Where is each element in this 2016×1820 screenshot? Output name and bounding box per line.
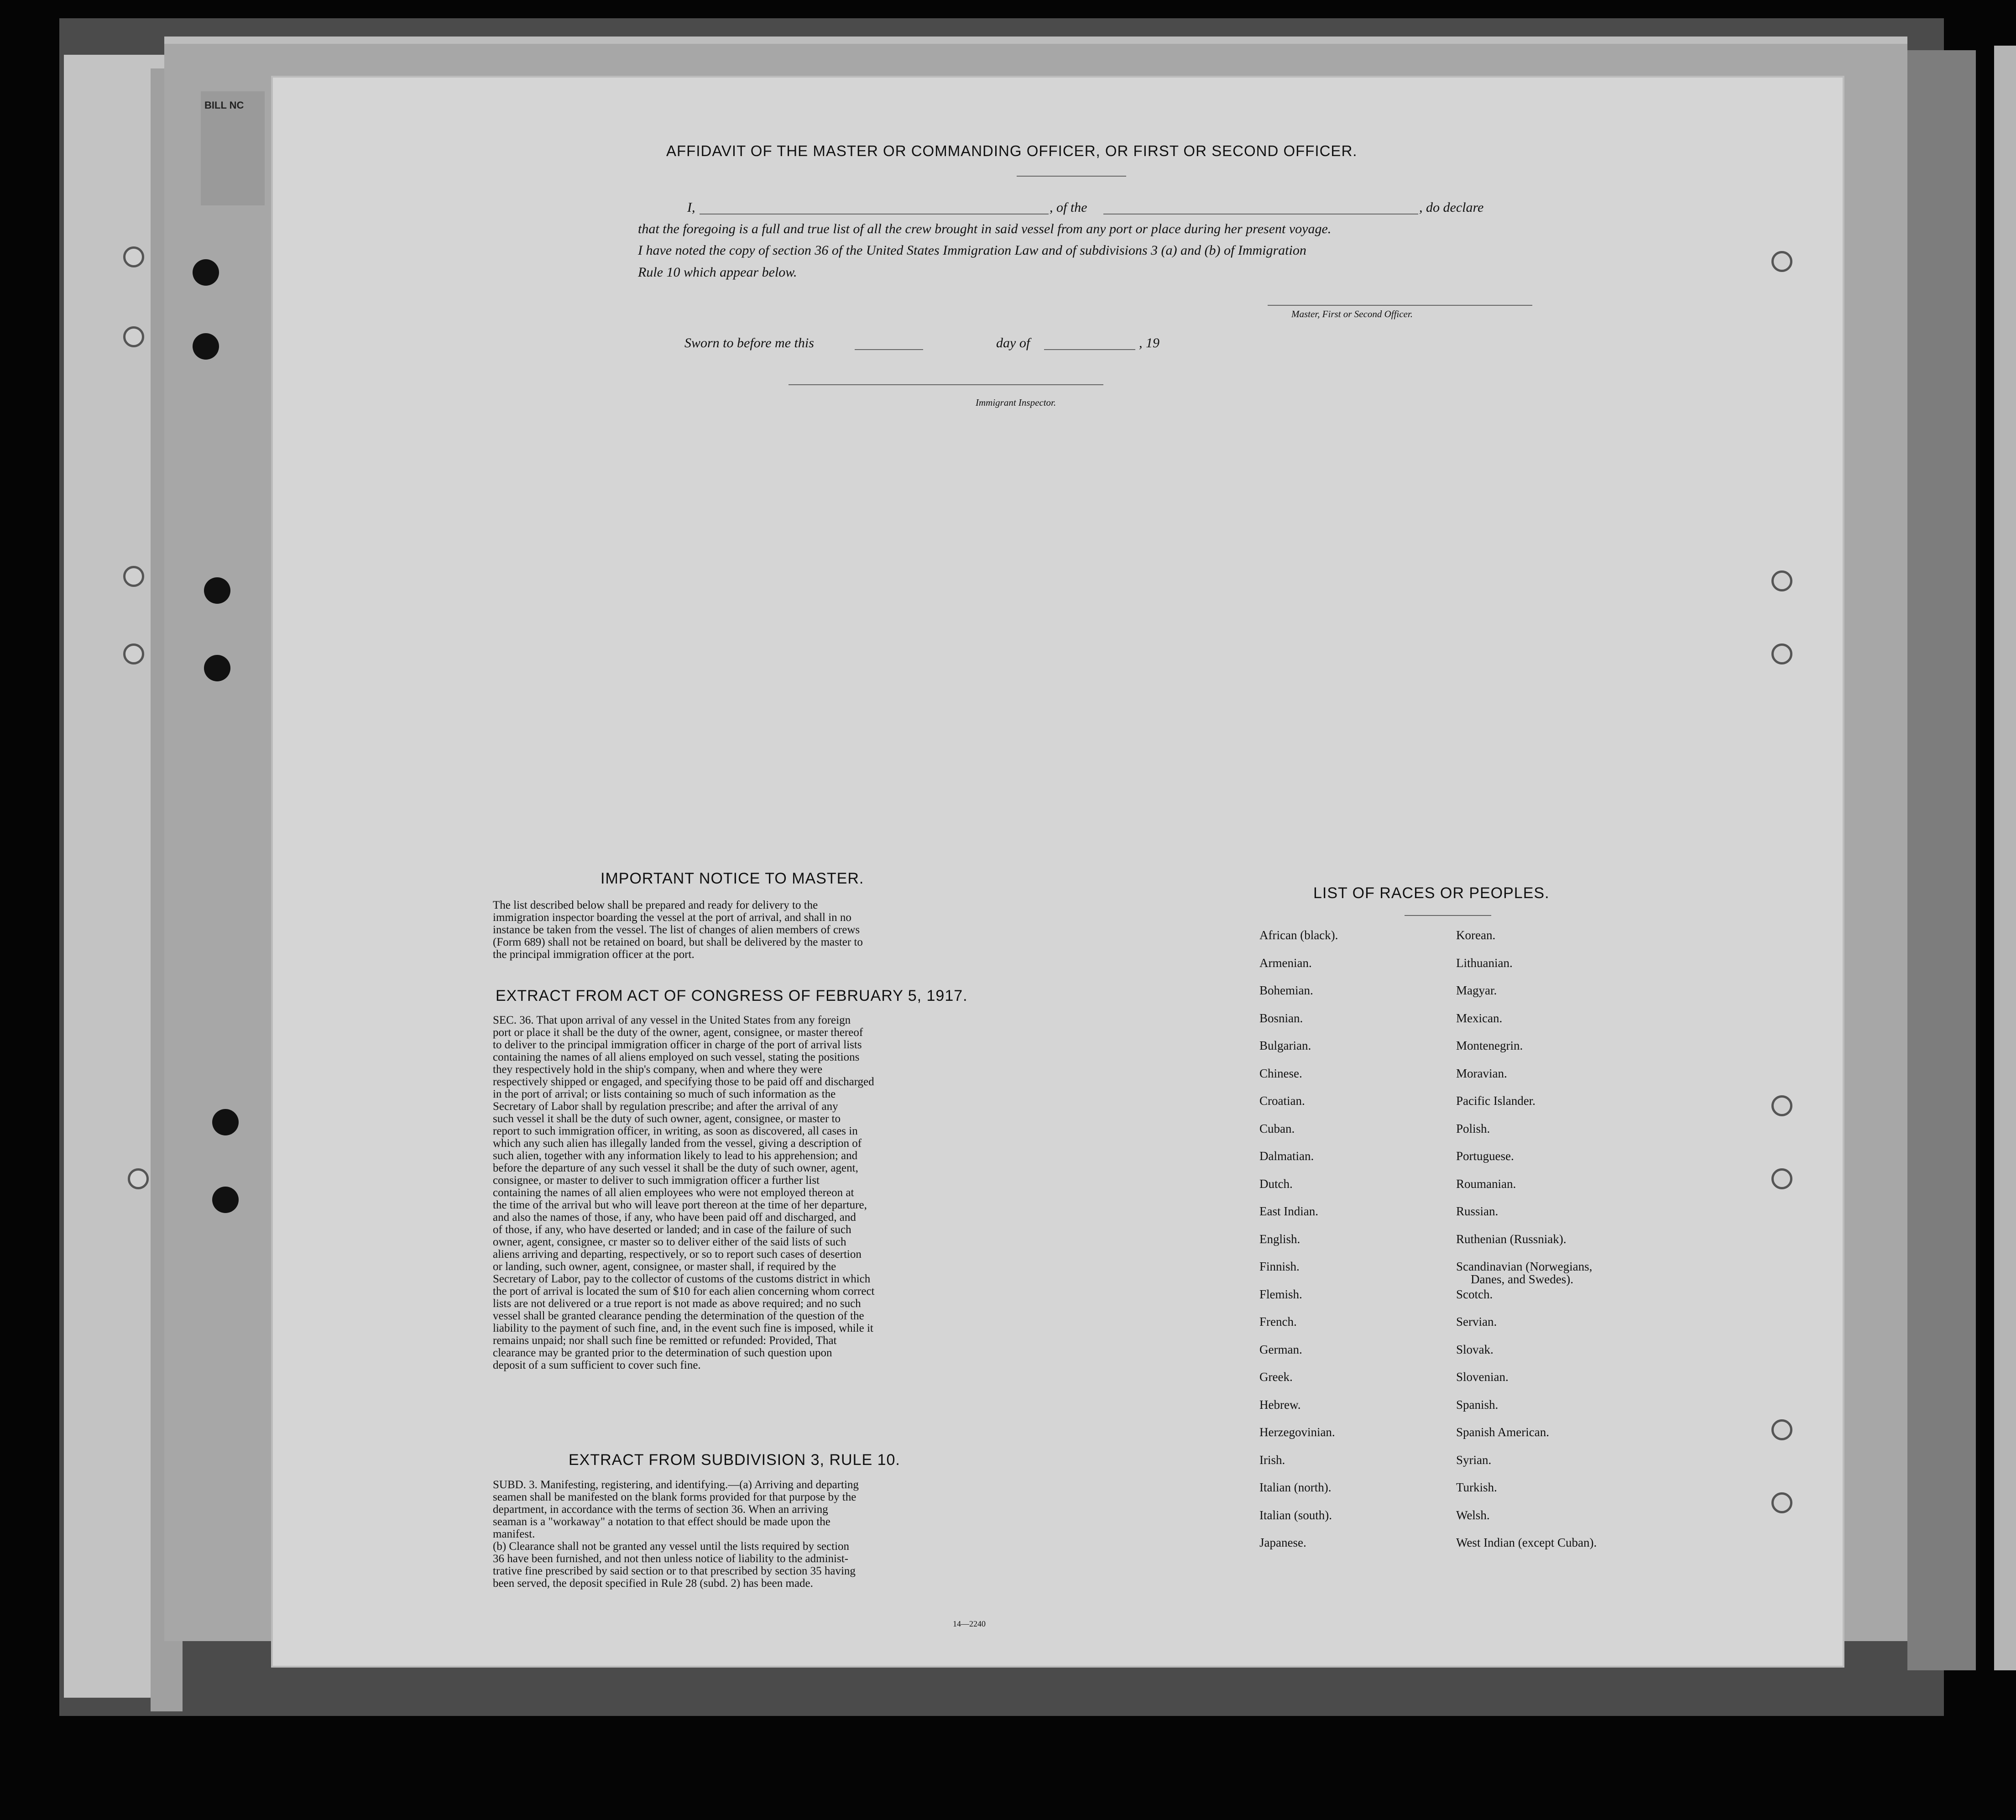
act-body <box>493 1014 1011 1371</box>
races-title-rule <box>1405 915 1491 916</box>
race-item: Greek. <box>1259 1370 1293 1384</box>
races-title: LIST OF RACES OR PEOPLES. <box>1313 884 1550 902</box>
race-item: French. <box>1259 1315 1297 1328</box>
race-item: Moravian. <box>1456 1066 1507 1080</box>
race-item: Cuban. <box>1259 1121 1295 1135</box>
act-line: owner, agent, consignee, cr master so to deliver either of the said lists of such <box>493 1236 846 1248</box>
race-item: Spanish. <box>1456 1397 1499 1412</box>
race-item: African (black). <box>1259 928 1338 942</box>
race-item: English. <box>1259 1232 1300 1246</box>
race-item: Finnish. <box>1259 1260 1300 1273</box>
race-item: Armenian. <box>1259 956 1312 970</box>
affidavit-line-2: that the foregoing is a full and true list of all the crew brought in said vessel from any port or place during her present voyage. <box>638 221 1332 236</box>
race-item: Welsh. <box>1456 1508 1490 1522</box>
punch-hole <box>1771 251 1792 272</box>
act-line: such alien, together with any information likely to lead to his apprehension; and <box>493 1150 858 1162</box>
notice-line: The list described below shall be prepared and ready for delivery to the <box>493 899 818 911</box>
sworn-before: Sworn to before me this <box>684 335 814 350</box>
race-item: Spanish American. <box>1456 1425 1549 1439</box>
punch-hole <box>193 259 219 286</box>
act-line: in the port of arrival; or lists containing so much of such information as the <box>493 1088 836 1100</box>
act-line: report to such immigration officer, in writing, as soon as discovered, all cases in <box>493 1125 858 1137</box>
bill-stamp <box>201 91 265 205</box>
race-item: Mexican. <box>1456 1011 1503 1025</box>
race-item: Italian (north). <box>1259 1480 1332 1494</box>
subdivision-line: seaman is a "workaway" a notation to that effect should be made upon the <box>493 1516 830 1528</box>
race-item: Irish. <box>1259 1453 1285 1467</box>
race-item: Polish. <box>1456 1121 1490 1135</box>
subdivision-line: manifest. <box>493 1528 535 1540</box>
race-item: Magyar. <box>1456 983 1497 997</box>
subdivision-line: 36 have been furnished, and not then unless notice of liability to the administ- <box>493 1553 848 1565</box>
subdivision-line: trative fine prescribed by said section or to that prescribed by section 35 having <box>493 1565 856 1577</box>
race-item: Dutch. <box>1259 1177 1293 1191</box>
race-item: Slovak. <box>1456 1342 1494 1356</box>
act-line: containing the names of all alien employees who were not employed thereon at <box>493 1187 854 1199</box>
affidavit-line-4: Rule 10 which appear below. <box>638 265 797 280</box>
race-item: Roumanian. <box>1456 1177 1516 1191</box>
title-rule <box>1017 176 1126 177</box>
notice-body <box>493 899 1011 961</box>
race-item: East Indian. <box>1259 1204 1318 1218</box>
race-item: Portuguese. <box>1456 1149 1514 1163</box>
act-line: to deliver to the principal immigration officer in charge of the port of arrival lists <box>493 1039 862 1051</box>
race-item-continuation: Danes, and Swedes). <box>1471 1272 1573 1286</box>
punch-hole <box>204 655 230 681</box>
punch-hole <box>123 246 144 267</box>
stamp-line-2: BILL NC <box>204 99 244 111</box>
notice-line: the principal immigration officer at the port. <box>493 948 695 961</box>
act-line: of those, if any, who have deserted or landed; and in case of the failure of such <box>493 1224 851 1236</box>
notice-line: immigration inspector boarding the vessel at the port of arrival, and shall in no <box>493 911 851 924</box>
punch-hole <box>204 577 230 604</box>
race-item: German. <box>1259 1342 1302 1356</box>
affidavit-of-the: , of the <box>1050 200 1087 215</box>
act-line: consignee, or master to deliver to such immigration officer a further list <box>493 1174 820 1187</box>
punch-hole <box>1771 1095 1792 1116</box>
race-item: Scandinavian (Norwegians, <box>1456 1260 1593 1273</box>
race-item: Herzegovinian. <box>1259 1425 1335 1439</box>
race-item: Pacific Islander. <box>1456 1094 1536 1108</box>
act-line: lists are not delivered or a true report is not made as above required; and no such <box>493 1297 861 1310</box>
punch-hole <box>212 1187 239 1213</box>
subdivision-line: been served, the deposit specified in Rule 28 (subd. 2) has been made. <box>493 1577 813 1590</box>
race-item: Italian (south). <box>1259 1508 1332 1522</box>
act-line: liability to the payment of such fine, and, in the event such fine is imposed, while it <box>493 1322 873 1334</box>
act-line: clearance may be granted prior to the determination of such question upon <box>493 1347 832 1359</box>
act-line: the time of the arrival but who will leave port thereon at the time of her departure, <box>493 1199 867 1211</box>
inspector-blank <box>789 384 1103 385</box>
punch-hole <box>1771 570 1792 591</box>
act-line: they respectively hold in the ship's company, when and where they were <box>493 1063 823 1076</box>
subdivision-line: SUBD. 3. Manifesting, registering, and identifying.—(a) Arriving and departing <box>493 1479 859 1491</box>
punch-hole <box>1771 1168 1792 1189</box>
punch-hole <box>193 333 219 360</box>
act-line: remains unpaid; nor shall such fine be remitted or refunded: Provided, That <box>493 1334 837 1347</box>
race-item: Servian. <box>1456 1315 1497 1328</box>
race-item: Bulgarian. <box>1259 1039 1311 1052</box>
race-item: Syrian. <box>1456 1453 1492 1467</box>
act-line: aliens arriving and departing, respectively, or so to report such cases of desertion <box>493 1248 862 1260</box>
subdivision-line: seamen shall be manifested on the blank forms provided for that purpose by the <box>493 1491 857 1503</box>
month-blank <box>1044 349 1135 350</box>
binder-edge-right <box>1907 50 1976 1670</box>
act-line: respectively shipped or engaged, and specifying those to be paid off and discharged <box>493 1076 874 1088</box>
subdivision-line: department, in accordance with the terms of section 36. When an arriving <box>493 1503 828 1516</box>
punch-hole <box>1771 643 1792 664</box>
act-title: EXTRACT FROM ACT OF CONGRESS OF FEBRUARY 5, 1917. <box>496 987 968 1004</box>
act-line: containing the names of all aliens employed on such vessel, stating the positions <box>493 1051 860 1063</box>
punch-hole <box>128 1168 149 1189</box>
subdivision-title: EXTRACT FROM SUBDIVISION 3, RULE 10. <box>569 1451 900 1469</box>
act-line: such vessel it shall be the duty of such owner, agent, consignee, or master to <box>493 1113 841 1125</box>
act-line: vessel shall be granted clearance pending the determination of the question of the <box>493 1310 864 1322</box>
race-item: Dalmatian. <box>1259 1149 1314 1163</box>
race-item: Japanese. <box>1259 1536 1306 1549</box>
form-number: 14—2240 <box>953 1619 986 1628</box>
punch-hole <box>123 643 144 664</box>
affidavit-declare: , do declare <box>1419 200 1484 215</box>
underlying-sheet-right <box>1994 46 2016 1670</box>
race-item: Bosnian. <box>1259 1011 1303 1025</box>
signature-blank <box>1268 305 1532 306</box>
subdivision-line: (b) Clearance shall not be granted any vessel until the lists required by section <box>493 1540 850 1553</box>
punch-hole <box>1771 1419 1792 1440</box>
race-item: Korean. <box>1456 928 1496 942</box>
crew-list-affidavit-page <box>273 78 1843 1666</box>
affidavit-title: AFFIDAVIT OF THE MASTER OR COMMANDING OFFICER, OR FIRST OR SECOND OFFICER. <box>666 142 1358 159</box>
act-line: deposit of a sum sufficient to cover such fine. <box>493 1359 701 1371</box>
act-line: port or place it shall be the duty of the owner, agent, consignee, or master thereof <box>493 1026 863 1039</box>
sworn-day-of: day of <box>996 335 1030 350</box>
master-signature-caption: Master, First or Second Officer. <box>1291 309 1413 319</box>
notice-title: IMPORTANT NOTICE TO MASTER. <box>601 870 864 887</box>
act-line: before the departure of any such vessel it shall be the duty of such owner, agent, <box>493 1162 858 1174</box>
race-item: Montenegrin. <box>1456 1039 1523 1052</box>
subdivision-body <box>493 1479 1011 1590</box>
act-line: which any such alien has illegally landed from the vessel, giving a description of <box>493 1137 862 1150</box>
race-item: West Indian (except Cuban). <box>1456 1536 1597 1549</box>
race-item: Turkish. <box>1456 1480 1497 1494</box>
sworn-year: , 19 <box>1139 335 1159 350</box>
race-item: Russian. <box>1456 1204 1499 1218</box>
race-item: Ruthenian (Russniak). <box>1456 1232 1567 1246</box>
act-line: Secretary of Labor shall by regulation prescribe; and after the arrival of any <box>493 1100 838 1113</box>
notice-line: instance be taken from the vessel. The list of changes of alien members of crews <box>493 924 860 936</box>
punch-hole <box>1771 1492 1792 1513</box>
immigrant-inspector-caption: Immigrant Inspector. <box>976 397 1056 408</box>
race-item: Lithuanian. <box>1456 956 1513 970</box>
race-item: Chinese. <box>1259 1066 1302 1080</box>
day-blank <box>855 349 923 350</box>
punch-hole <box>123 326 144 347</box>
race-item: Bohemian. <box>1259 983 1313 997</box>
act-line: and also the names of those, if any, who have been paid off and discharged, and <box>493 1211 856 1224</box>
race-item: Flemish. <box>1259 1287 1302 1301</box>
act-line: Secretary of Labor, pay to the collector of customs of the customs district in which <box>493 1273 871 1285</box>
affidavit-i: I, <box>687 200 695 215</box>
race-item: Scotch. <box>1456 1287 1493 1301</box>
act-line: the port of arrival is located the sum of $10 for each alien concerning whom correct <box>493 1285 875 1297</box>
punch-hole <box>212 1109 239 1135</box>
race-item: Slovenian. <box>1456 1370 1509 1384</box>
act-line: SEC. 36. That upon arrival of any vessel in the United States from any foreign <box>493 1014 851 1026</box>
affidavit-line-3: I have noted the copy of section 36 of the United States Immigration Law and of subdivisions 3 (a) and (b) of Immigration <box>638 243 1306 258</box>
act-line: or landing, such owner, agent, consignee, or master shall, if required by the <box>493 1260 836 1273</box>
notice-line: (Form 689) shall not be retained on board, but shall be delivered by the master to <box>493 936 863 948</box>
race-item: Croatian. <box>1259 1094 1305 1108</box>
punch-hole <box>123 566 144 587</box>
race-item: Hebrew. <box>1259 1397 1301 1412</box>
